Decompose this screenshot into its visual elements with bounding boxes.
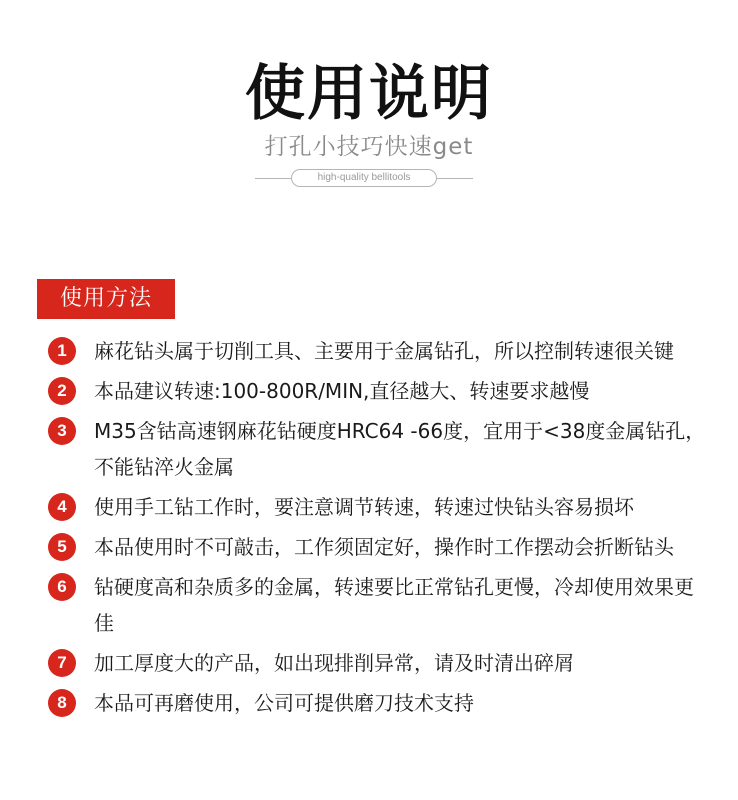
tagline-pill: high-quality bellitools	[291, 169, 437, 187]
section-heading: 使用方法	[37, 279, 175, 319]
usage-instructions-list	[48, 333, 708, 725]
item-text: 本品建议转速:100-800R/MIN,直径越大、转速要求越慢	[94, 379, 590, 403]
number-badge: 8	[48, 689, 76, 717]
item-text: 钻硬度高和杂质多的金属，转速要比正常钻孔更慢，冷却使用效果更佳	[94, 575, 694, 635]
list-item	[48, 373, 708, 409]
number-badge: 3	[48, 417, 76, 445]
list-item	[48, 685, 708, 721]
item-text: 使用手工钻工作时，要注意调节转速，转速过快钻头容易损坏	[94, 495, 634, 519]
number-badge: 1	[48, 337, 76, 365]
item-text: M35含钴高速钢麻花钻硬度HRC64 -66度，宜用于<38度金属钻孔，不能钻淬火金属	[94, 419, 706, 479]
number-badge: 4	[48, 493, 76, 521]
tagline-divider	[255, 167, 473, 189]
list-item	[48, 569, 708, 641]
number-badge: 6	[48, 573, 76, 601]
list-item	[48, 333, 708, 369]
page-subtitle: 打孔小技巧快速get	[264, 134, 474, 160]
number-badge: 5	[48, 533, 76, 561]
list-item	[48, 645, 708, 681]
item-text: 加工厚度大的产品，如出现排削异常，请及时清出碎屑	[94, 651, 574, 675]
item-text: 本品使用时不可敲击，工作须固定好，操作时工作摆动会折断钻头	[94, 535, 674, 559]
number-badge: 7	[48, 649, 76, 677]
list-item	[48, 489, 708, 525]
list-item	[48, 529, 708, 565]
list-item	[48, 413, 708, 485]
item-text: 本品可再磨使用，公司可提供磨刀技术支持	[94, 691, 474, 715]
divider-line-left	[255, 178, 291, 179]
item-text: 麻花钻头属于切削工具、主要用于金属钻孔，所以控制转速很关键	[94, 339, 674, 363]
number-badge: 2	[48, 377, 76, 405]
divider-line-right	[437, 178, 473, 179]
page-title: 使用说明	[245, 59, 493, 129]
